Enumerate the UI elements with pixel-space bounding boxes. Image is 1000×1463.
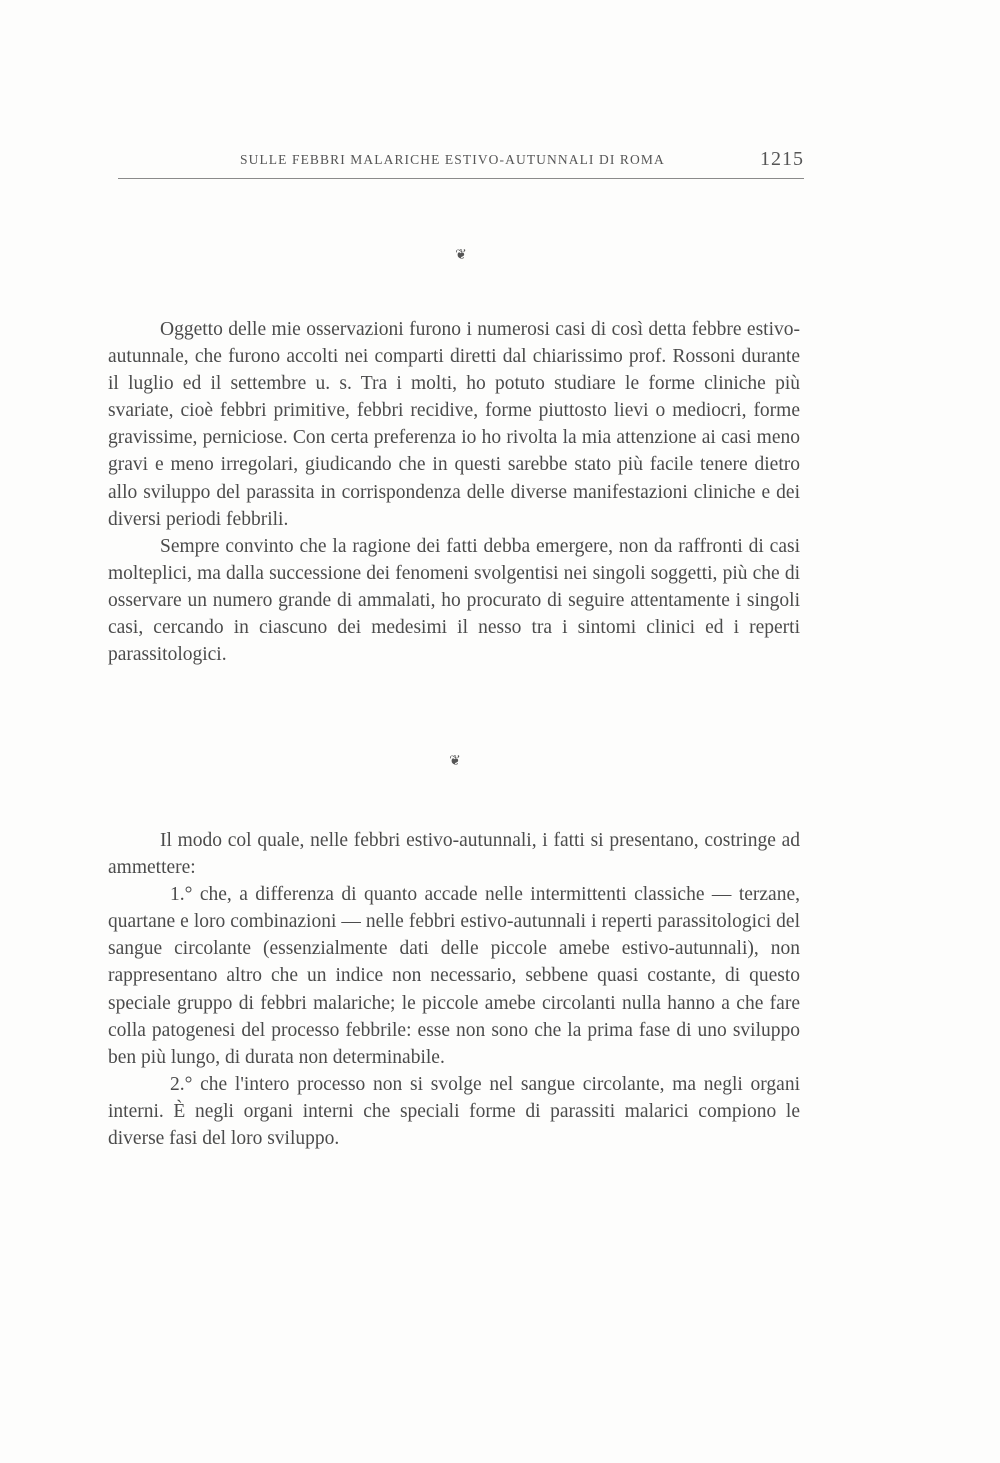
fleuron-ornament-icon: ❦ <box>449 754 461 769</box>
running-header <box>118 148 804 179</box>
page-number: 1215 <box>760 148 804 170</box>
paragraph: Sempre convinto che la ragione dei fatti debba emergere, non da raffronti di casi molteplici, ma dalla successione dei fenomeni svolgentisi nei singoli soggetti, più che di osservare un numero grande di ammalati, ho procurato di seguire attentamente i singoli casi, cercando in ciascuno dei medesimi il nesso tra i sintomi clinici ed i reperti parassitologici. <box>108 535 800 666</box>
section-one <box>108 316 800 668</box>
running-title: SULLE FEBBRI MALARICHE ESTIVO-AUTUNNALI DI ROMA <box>240 152 665 167</box>
enumerated-item: 1.° che, a differenza di quanto accade nelle intermittenti classiche — terzane, quartane e loro combinazioni — nelle febbri estivo-autunnali i reperti parassitologici del sangue circolante (essenzialmente dati delle piccole amebe estivo-autunnali), non rappresentano altro che un indice non necessario, sebbene quasi costante, di questo speciale gruppo di febbri malariche; le piccole amebe circolanti nulla hanno a che fare colla patogenesi del processo febbrile: esse non sono che la prima fase di uno sviluppo ben più lungo, di durata non determinabile. <box>108 884 800 1068</box>
paragraph-intro: Il modo col quale, nelle febbri estivo-autunnali, i fatti si presentano, costringe ad ammettere: <box>108 830 800 879</box>
paragraph: Oggetto delle mie osservazioni furono i numerosi casi di così detta febbre estivo-autunnale, che furono accolti nei comparti diretti dal chiarissimo prof. Rossoni durante il luglio ed il settembre u. s. Tra i molti, ho potuto studiare le forme cliniche più svariate, cioè febbri primitive, febbri recidive, forme piuttosto lievi o mediocri, forme gravissime, perniciose. Con certa preferenza io ho rivolta la mia attenzione ai casi meno gravi e meno irregolari, giudicando che in questi sarebbe stato più facile tenere dietro allo sviluppo del parassita in corrispondenza delle diverse manifestazioni cliniche e dei diversi periodi febbrili. <box>108 319 800 530</box>
enumerated-item: 2.° che l'intero processo non si svolge nel sangue circolante, ma negli organi interni. È negli organi interni che speciali forme di parassiti malarici compiono le diverse fasi del loro sviluppo. <box>108 1073 800 1150</box>
fleuron-ornament-icon: ❦ <box>455 248 467 263</box>
section-two <box>108 827 800 1152</box>
